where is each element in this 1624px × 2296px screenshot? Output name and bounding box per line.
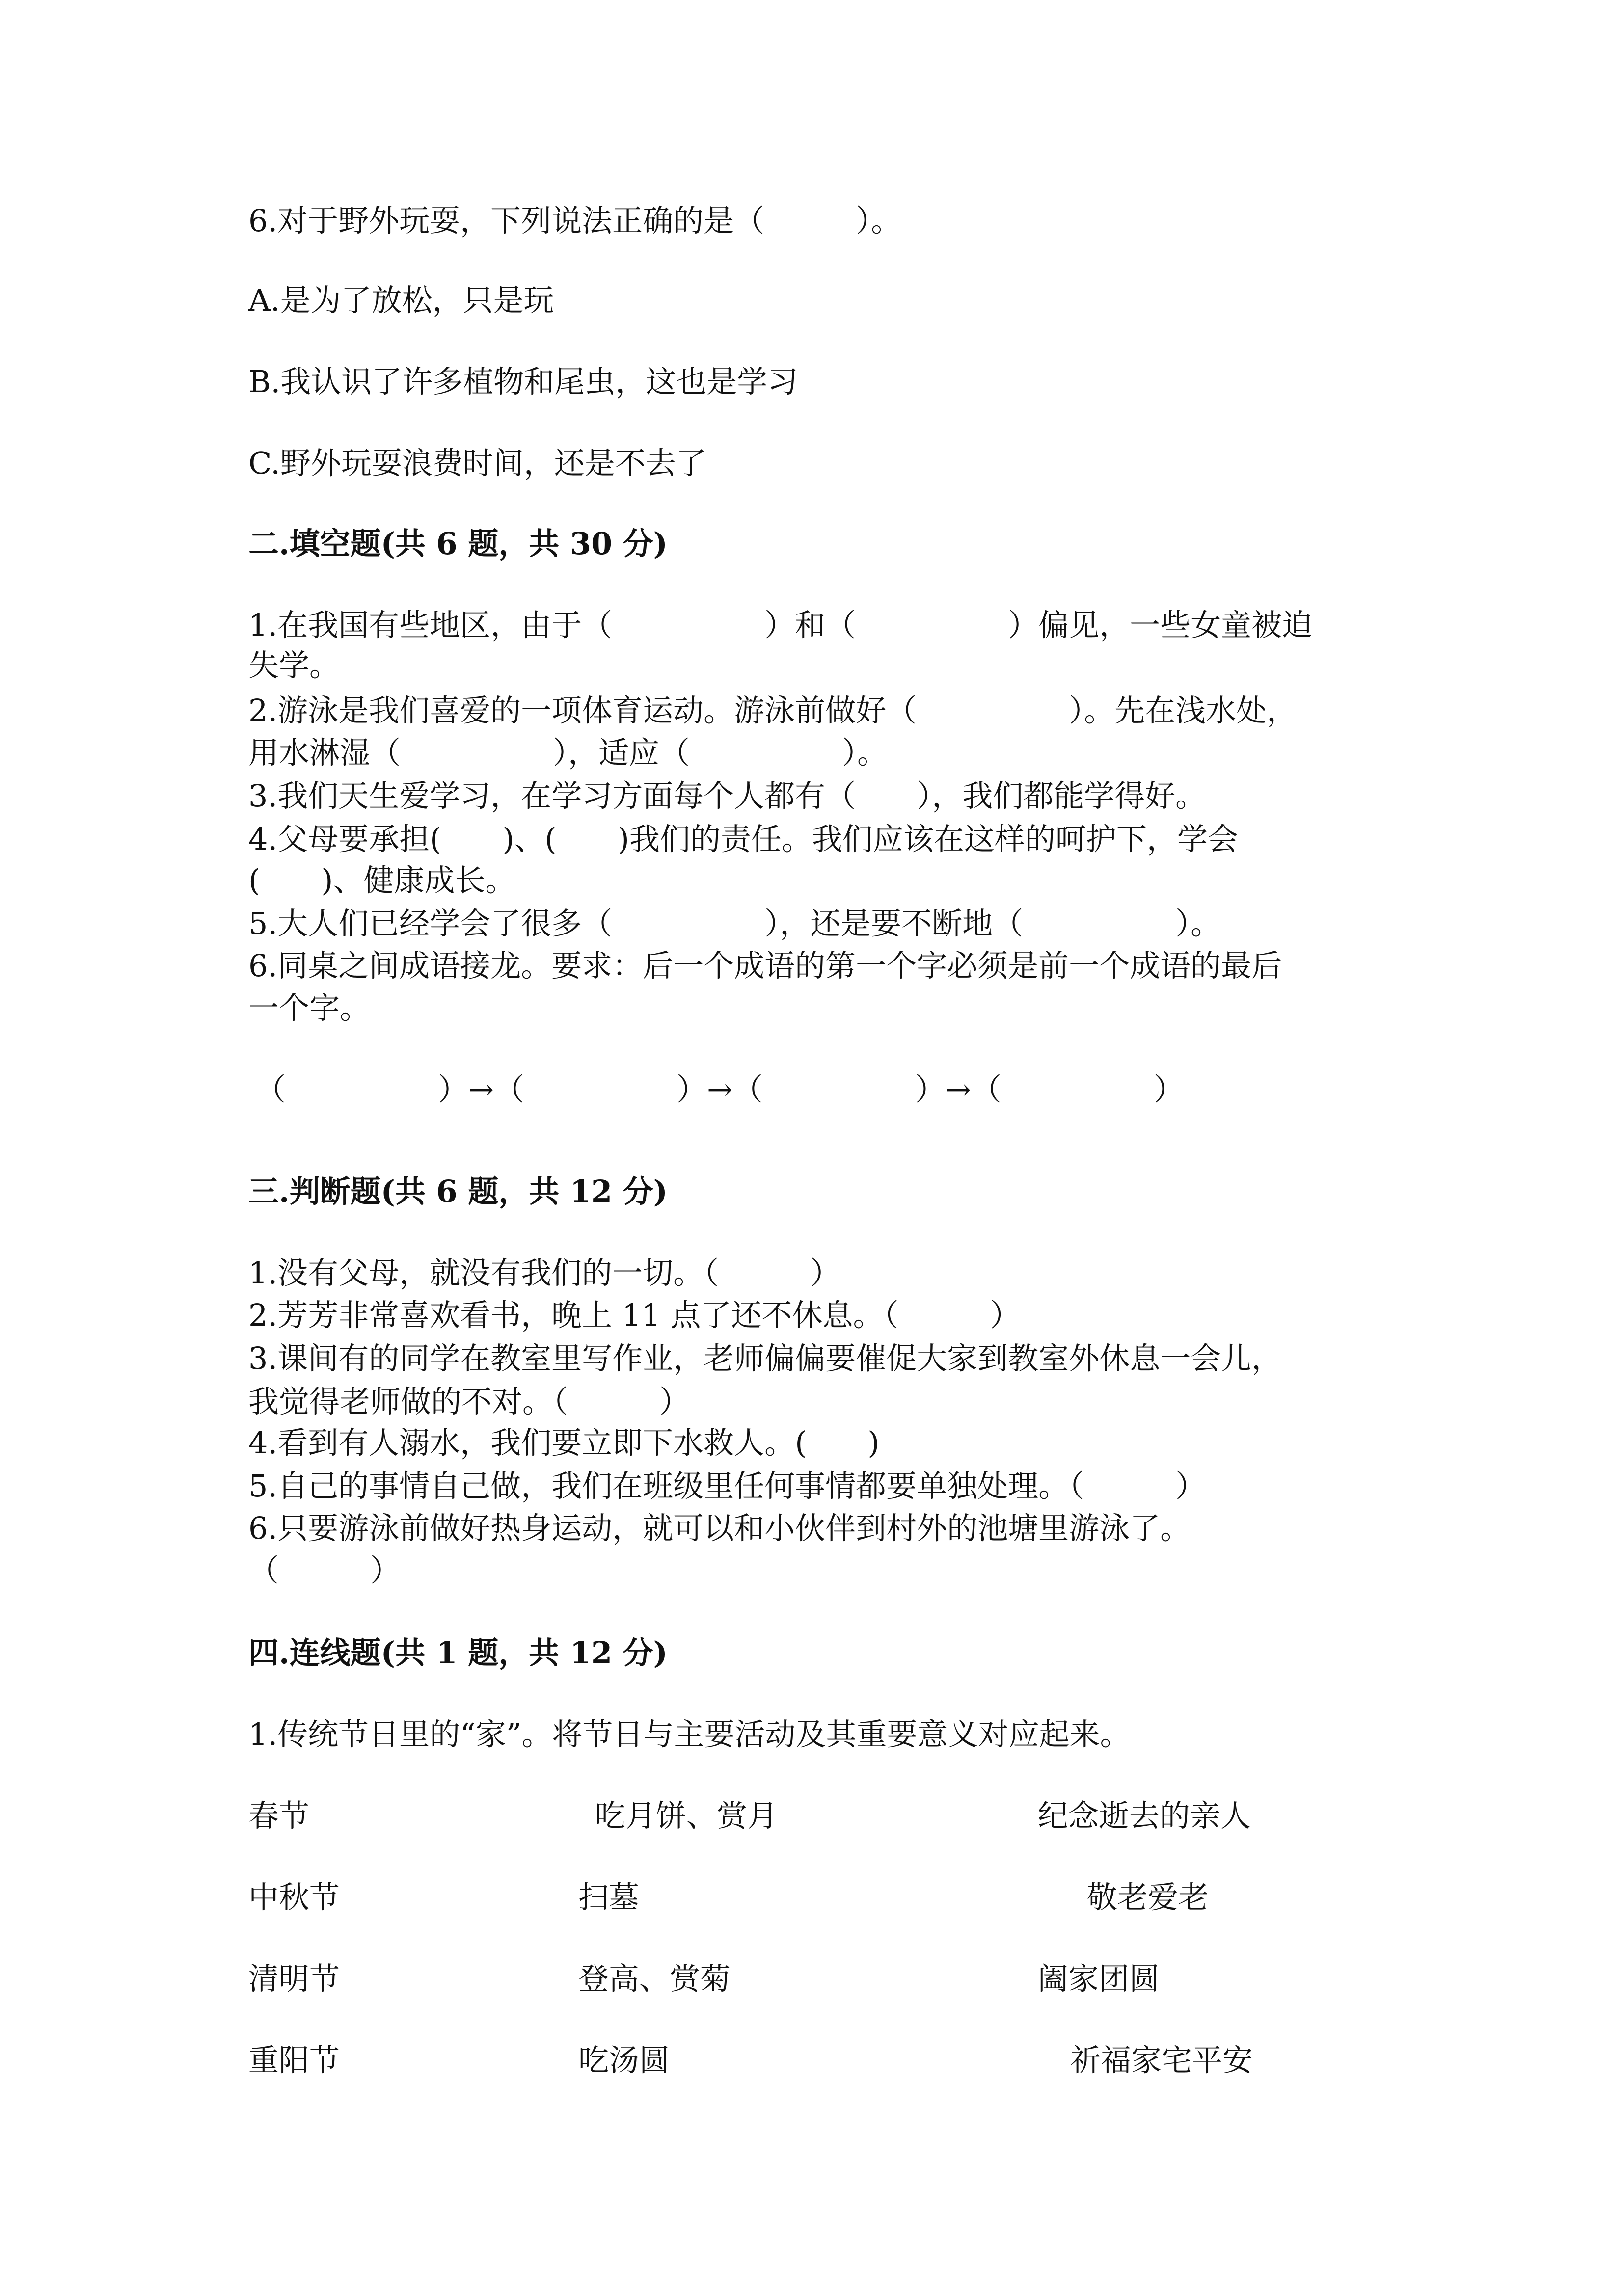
- judge-line: 5.自己的事情自己做，我们在班级里任何事情都要单独处理。（ ）: [248, 1468, 1206, 1504]
- matching-question: 1.传统节日里的“家”。将节日与主要活动及其重要意义对应起来。: [248, 1716, 1131, 1752]
- judge-line: 我觉得老师做的不对。（ ）: [248, 1384, 690, 1419]
- fill-line: 失学。: [248, 647, 340, 683]
- festival-item: 重阳节: [248, 2042, 340, 2078]
- judge-line: 2.芳芳非常喜欢看书，晚上 11 点了还不休息。（ ）: [248, 1297, 1021, 1333]
- activity-item: 扫墓: [578, 1879, 640, 1915]
- judge-line: 1.没有父母，就没有我们的一切。（ ）: [248, 1255, 841, 1291]
- option-c: C.野外玩耍浪费时间，还是不去了: [248, 445, 706, 481]
- activity-item: 吃汤圆: [578, 2042, 670, 2078]
- meaning-item: 纪念逝去的亲人: [1038, 1798, 1251, 1834]
- activity-item: 登高、赏菊: [578, 1961, 731, 1997]
- option-b: B.我认识了许多植物和尾虫，这也是学习: [248, 364, 798, 400]
- judge-line: 4.看到有人溺水，我们要立即下水救人。( ): [248, 1425, 880, 1461]
- judge-line: 3.课间有的同学在教室里写作业，老师偏偏要催促大家到教室外休息一会儿，: [248, 1340, 1282, 1376]
- fill-line: 1.在我国有些地区，由于（ ）和（ ）偏见，一些女童被迫: [248, 607, 1313, 643]
- festival-item: 清明节: [248, 1961, 340, 1997]
- fill-line: 5.大人们已经学会了很多（ ），还是要不断地（ ）。: [248, 906, 1221, 941]
- meaning-item: 祈福家宅平安: [1070, 2042, 1253, 2078]
- festival-item: 中秋节: [248, 1879, 340, 1915]
- section-3-heading: 三.判断题(共 6 题，共 12 分): [248, 1174, 668, 1209]
- fill-line: 用水淋湿（ ），适应（ ）。: [248, 735, 888, 771]
- festival-item: 春节: [248, 1798, 310, 1834]
- section-2-heading: 二.填空题(共 6 题，共 30 分): [248, 526, 668, 561]
- meaning-item: 敬老爱老: [1087, 1879, 1209, 1915]
- option-a: A.是为了放松，只是玩: [248, 282, 554, 318]
- fill-line: 3.我们天生爱学习，在学习方面每个人都有（ ），我们都能学得好。: [248, 778, 1206, 814]
- activity-item: 吃月饼、赏月: [595, 1798, 778, 1834]
- judge-line: 6.只要游泳前做好热身运动，就可以和小伙伴到村外的池塘里游泳了。: [248, 1510, 1191, 1546]
- fill-line: 2.游泳是我们喜爱的一项体育运动。游泳前做好（ ）。先在浅水处，: [248, 693, 1298, 728]
- judge-line: （ ）: [248, 1552, 401, 1588]
- fill-line: 4.父母要承担( )、( )我们的责任。我们应该在这样的呵护下，学会: [248, 821, 1238, 857]
- fill-line: 一个字。: [248, 990, 371, 1026]
- idiom-chain: （ ）→（ ）→（ ）→（ ）: [255, 1071, 1184, 1107]
- meaning-item: 阖家团圆: [1038, 1961, 1160, 1997]
- section-4-heading: 四.连线题(共 1 题，共 12 分): [248, 1635, 668, 1671]
- question-6-text: 6.对于野外玩耍，下列说法正确的是（ ）。: [248, 203, 902, 239]
- fill-line: 6.同桌之间成语接龙。要求：后一个成语的第一个字必须是前一个成语的最后: [248, 948, 1282, 984]
- fill-line: ( )、健康成长。: [248, 862, 516, 898]
